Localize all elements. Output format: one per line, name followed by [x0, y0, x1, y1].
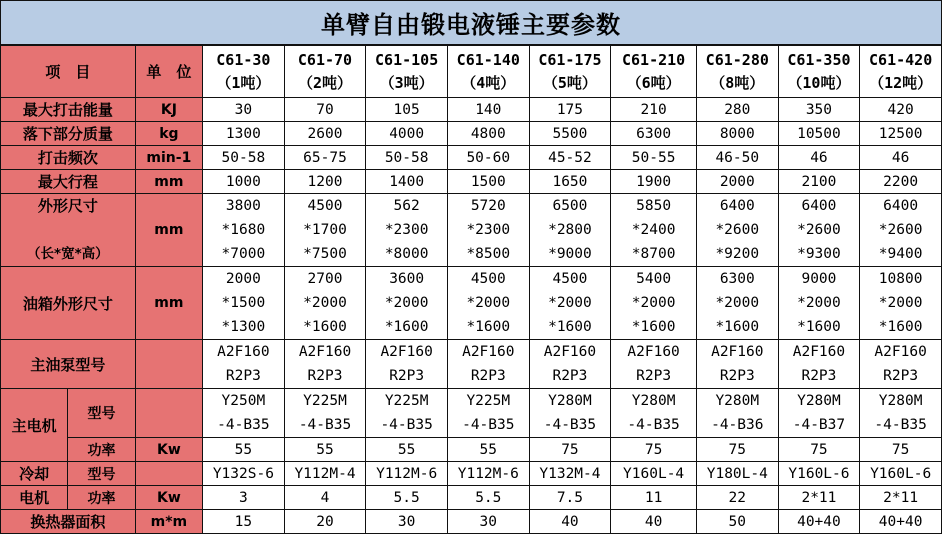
model-header-cell [447, 46, 529, 98]
heat-exchanger-area-value: 20 [284, 510, 366, 534]
outline-dims-line: *2600 [797, 222, 841, 238]
model-tonnage: （3吨） [379, 73, 434, 92]
main-motor-model-value [529, 389, 611, 438]
main-motor-model-value [284, 389, 366, 438]
model-name: C61-105 [375, 50, 439, 69]
tank-dims-line: *2000 [548, 295, 592, 311]
falling-mass-value: 1300 [203, 122, 285, 146]
main-pump-line: R2P3 [552, 368, 588, 384]
cooling-motor-model-value: Y180L-4 [696, 462, 778, 486]
main-pump-value [447, 340, 529, 389]
model-tonnage: （12吨） [869, 73, 933, 92]
main-motor-power-value: 75 [778, 438, 860, 462]
model-tonnage: （8吨） [710, 73, 765, 92]
cooling-motor-label-bottom: 电机 [1, 486, 68, 510]
max-stroke-value: 2200 [860, 170, 942, 194]
tank-dims-line: 6300 [719, 271, 755, 287]
tank-dims-line: *1600 [303, 319, 347, 335]
main-pump-line: A2F160 [792, 344, 846, 360]
falling-mass-value: 4800 [447, 122, 529, 146]
tank-dims-line: *2000 [631, 295, 676, 311]
main-pump-line: A2F160 [217, 344, 270, 360]
tank-dims-line: *1600 [797, 319, 841, 335]
main-pump-line: A2F160 [627, 344, 680, 360]
falling-mass-value: 6300 [611, 122, 697, 146]
cooling-motor-model-value: Y160L-6 [778, 462, 860, 486]
falling-mass-unit: kg [135, 122, 202, 146]
model-tonnage: （10吨） [787, 73, 851, 92]
cooling-motor-power-value: 7.5 [529, 486, 611, 510]
tank-dims-line: 2700 [307, 271, 343, 287]
model-header-cell [284, 46, 366, 98]
outline-dims-line: 3800 [225, 198, 261, 214]
tank-dims-line: *1600 [384, 319, 429, 335]
cooling-motor-model-value: Y132S-6 [203, 462, 285, 486]
outline-dims-line: 6500 [552, 198, 588, 214]
outline-dims-line: *7000 [221, 246, 266, 262]
model-header-cell [203, 46, 285, 98]
main-motor-model-label: 型号 [68, 389, 135, 438]
outline-dims-line: 5850 [636, 198, 672, 214]
max-stroke-value: 1650 [529, 170, 611, 194]
outline-dims-line: *2300 [384, 222, 429, 238]
main-pump-line: A2F160 [462, 344, 515, 360]
main-motor-model-line: Y225M [384, 393, 429, 409]
outline-dims-line: 6400 [883, 198, 919, 214]
outline-dims-line: *9400 [878, 246, 923, 262]
outline-dims-value [366, 194, 448, 267]
blow-frequency-label: 打击频次 [1, 146, 136, 170]
model-name: C61-420 [869, 50, 933, 69]
heat-exchanger-area-value: 30 [447, 510, 529, 534]
tank-dims-value [366, 267, 448, 340]
model-header-cell [529, 46, 611, 98]
main-motor-model-line: Y280M [631, 393, 676, 409]
main-motor-model-line: -4-B35 [462, 417, 515, 433]
outline-dims-line: *2800 [548, 222, 592, 238]
main-motor-power-value: 75 [860, 438, 942, 462]
model-tonnage: （4吨） [461, 73, 516, 92]
unit-header: 单 位 [135, 46, 202, 98]
main-motor-model-value [860, 389, 942, 438]
main-pump-line: R2P3 [801, 368, 837, 384]
max-energy-value: 30 [203, 98, 285, 122]
tank-dims-value [611, 267, 697, 340]
max-energy-row [1, 98, 942, 122]
tank-dims-line: *2000 [797, 295, 841, 311]
cooling-motor-power-value: 11 [611, 486, 697, 510]
cooling-motor-model-label: 型号 [68, 462, 135, 486]
cooling-motor-power-value: 2*11 [778, 486, 860, 510]
main-motor-model-line: Y280M [797, 393, 841, 409]
cooling-motor-model-value: Y112M-6 [366, 462, 448, 486]
cooling-motor-power-value: 5.5 [447, 486, 529, 510]
outline-dims-unit: mm [135, 194, 202, 267]
main-motor-model-unit [135, 389, 202, 438]
cooling-motor-power-value: 22 [696, 486, 778, 510]
main-pump-line: R2P3 [636, 368, 672, 384]
outline-dims-line: *9300 [797, 246, 841, 262]
main-motor-power-unit: Kw [135, 438, 202, 462]
outline-dims-line: 562 [393, 198, 420, 214]
model-header-cell [778, 46, 860, 98]
model-header-cell [860, 46, 942, 98]
main-motor-model-line: Y225M [303, 393, 347, 409]
blow-frequency-unit: min-1 [135, 146, 202, 170]
outline-dims-value [696, 194, 778, 267]
header-row [1, 46, 942, 98]
main-pump-line: R2P3 [225, 368, 261, 384]
main-pump-unit [135, 340, 202, 389]
main-motor-model-row [1, 389, 942, 438]
outline-dims-line: *9200 [715, 246, 760, 262]
cooling-motor-power-value: 4 [284, 486, 366, 510]
tank-dims-line: *1500 [221, 295, 266, 311]
cooling-motor-power-value: 3 [203, 486, 285, 510]
heat-exchanger-area-label: 换热器面积 [1, 510, 136, 534]
main-motor-model-value [778, 389, 860, 438]
max-energy-unit: KJ [135, 98, 202, 122]
max-stroke-unit: mm [135, 170, 202, 194]
tank-dims-line: 5400 [636, 271, 672, 287]
cooling-motor-model-row [1, 462, 942, 486]
outline-dims-value [447, 194, 529, 267]
outline-dims-label-gap [1, 218, 135, 242]
max-energy-value: 105 [366, 98, 448, 122]
main-motor-label: 主电机 [1, 389, 68, 462]
spec-table-body [1, 46, 942, 534]
cooling-motor-power-value: 2*11 [860, 486, 942, 510]
outline-dims-sublabel: （长*宽*高） [27, 246, 109, 262]
tank-dims-line: *1600 [631, 319, 676, 335]
outline-dims-line: *8700 [631, 246, 676, 262]
main-motor-power-value: 75 [529, 438, 611, 462]
main-pump-line: R2P3 [389, 368, 425, 384]
tank-dims-value [696, 267, 778, 340]
main-motor-power-value: 75 [611, 438, 697, 462]
max-stroke-value: 2000 [696, 170, 778, 194]
max-stroke-value: 1400 [366, 170, 448, 194]
outline-dims-value [284, 194, 366, 267]
tank-dims-unit: mm [135, 267, 202, 340]
tank-dims-line: *1300 [221, 319, 266, 335]
falling-mass-value: 8000 [696, 122, 778, 146]
heat-exchanger-area-value: 40+40 [778, 510, 860, 534]
tank-dims-line: *2000 [384, 295, 429, 311]
outline-dims-line: *1680 [221, 222, 266, 238]
model-tonnage: （2吨） [297, 73, 353, 92]
outline-dims-line: *7500 [303, 246, 347, 262]
tank-dims-line: 2000 [225, 271, 261, 287]
main-motor-model-line: Y250M [221, 393, 266, 409]
tank-dims-line: 4500 [552, 271, 588, 287]
main-motor-power-value: 55 [284, 438, 366, 462]
tank-dims-value [529, 267, 611, 340]
outline-dims-line: 4500 [307, 198, 343, 214]
outline-dims-line: 6400 [719, 198, 755, 214]
main-motor-power-label: 功率 [68, 438, 135, 462]
max-stroke-value: 2100 [778, 170, 860, 194]
main-motor-power-value: 55 [447, 438, 529, 462]
model-name: C61-350 [787, 50, 851, 69]
sheet-title: 单臂自由锻电液锤主要参数 [0, 0, 942, 45]
falling-mass-value: 4000 [366, 122, 448, 146]
outline-dims-line: *2600 [715, 222, 760, 238]
model-header-cell [611, 46, 697, 98]
main-motor-power-value: 55 [366, 438, 448, 462]
main-pump-value [284, 340, 366, 389]
outline-dims-value [611, 194, 697, 267]
tank-dims-line: 4500 [470, 271, 506, 287]
blow-frequency-row [1, 146, 942, 170]
main-pump-value [860, 340, 942, 389]
heat-exchanger-area-value: 50 [696, 510, 778, 534]
model-name: C61-30 [216, 50, 271, 69]
main-pump-value [529, 340, 611, 389]
outline-dims-line: *1700 [303, 222, 347, 238]
main-motor-model-value [203, 389, 285, 438]
main-motor-model-line: Y280M [548, 393, 592, 409]
model-name: C61-70 [297, 50, 353, 69]
tank-dims-line: *2000 [303, 295, 347, 311]
heat-exchanger-area-row [1, 510, 942, 534]
tank-dims-value [778, 267, 860, 340]
heat-exchanger-area-value: 15 [203, 510, 285, 534]
tank-dims-value [447, 267, 529, 340]
main-pump-line: A2F160 [380, 344, 433, 360]
model-name: C61-280 [705, 50, 769, 69]
heat-exchanger-area-value: 40+40 [860, 510, 942, 534]
tank-dims-line: 3600 [389, 271, 425, 287]
blow-frequency-value: 50-58 [203, 146, 285, 170]
main-motor-model-line: Y280M [715, 393, 760, 409]
blow-frequency-value: 45-52 [529, 146, 611, 170]
cooling-motor-power-row [1, 486, 942, 510]
main-motor-model-value [447, 389, 529, 438]
blow-frequency-value: 50-60 [447, 146, 529, 170]
max-energy-value: 210 [611, 98, 697, 122]
main-pump-line: A2F160 [874, 344, 927, 360]
outline-dims-value [860, 194, 942, 267]
main-pump-value [203, 340, 285, 389]
model-tonnage: （5吨） [542, 73, 597, 92]
tank-dims-line: *1600 [878, 319, 923, 335]
falling-mass-value: 12500 [860, 122, 942, 146]
max-stroke-value: 1000 [203, 170, 285, 194]
model-name: C61-210 [622, 50, 686, 69]
outline-dims-line: *9000 [548, 246, 592, 262]
max-stroke-value: 1500 [447, 170, 529, 194]
main-motor-model-line: -4-B35 [217, 417, 270, 433]
outline-dims-value [203, 194, 285, 267]
outline-dims-line: *2600 [878, 222, 923, 238]
outline-dims-line: 5720 [470, 198, 506, 214]
model-header-cell [366, 46, 448, 98]
main-pump-value [778, 340, 860, 389]
outline-dims-label [1, 194, 136, 267]
main-motor-model-line: -4-B36 [711, 417, 764, 433]
max-stroke-row [1, 170, 942, 194]
heat-exchanger-area-unit: m*m [135, 510, 202, 534]
outline-dims-line: 6400 [801, 198, 837, 214]
main-motor-model-line: -4-B37 [792, 417, 846, 433]
max-energy-value: 70 [284, 98, 366, 122]
outline-dims-row [1, 194, 942, 267]
main-pump-line: R2P3 [307, 368, 343, 384]
model-tonnage: （6吨） [626, 73, 681, 92]
tank-dims-line: *1600 [548, 319, 592, 335]
max-stroke-value: 1900 [611, 170, 697, 194]
main-pump-row [1, 340, 942, 389]
heat-exchanger-area-value: 40 [529, 510, 611, 534]
main-motor-model-line: Y225M [466, 393, 511, 409]
max-energy-label: 最大打击能量 [1, 98, 136, 122]
main-motor-power-row [1, 438, 942, 462]
tank-dims-line: 9000 [801, 271, 837, 287]
falling-mass-value: 10500 [778, 122, 860, 146]
cooling-motor-model-unit [135, 462, 202, 486]
cooling-motor-model-value: Y132M-4 [529, 462, 611, 486]
cooling-motor-power-value: 5.5 [366, 486, 448, 510]
main-pump-value [696, 340, 778, 389]
main-motor-model-line: -4-B35 [874, 417, 927, 433]
blow-frequency-value: 46 [860, 146, 942, 170]
max-energy-value: 350 [778, 98, 860, 122]
tank-dims-label: 油箱外形尺寸 [1, 267, 136, 340]
item-header: 项 目 [1, 46, 136, 98]
spec-table [0, 45, 942, 534]
outline-dims-value [529, 194, 611, 267]
main-pump-label: 主油泵型号 [1, 340, 136, 389]
heat-exchanger-area-value: 40 [611, 510, 697, 534]
main-motor-model-value [611, 389, 697, 438]
tank-dims-line: *1600 [466, 319, 511, 335]
cooling-motor-model-value: Y160L-4 [611, 462, 697, 486]
tank-dims-line: *2000 [466, 295, 511, 311]
main-motor-power-value: 55 [203, 438, 285, 462]
outline-dims-line: *2400 [631, 222, 676, 238]
cooling-motor-label-top: 冷却 [1, 462, 68, 486]
outline-dims-label-top: 外形尺寸 [37, 197, 98, 215]
cooling-motor-model-value: Y112M-6 [447, 462, 529, 486]
max-stroke-value: 1200 [284, 170, 366, 194]
tank-dims-line: 10800 [878, 271, 923, 287]
max-energy-value: 420 [860, 98, 942, 122]
max-energy-value: 280 [696, 98, 778, 122]
blow-frequency-value: 46 [778, 146, 860, 170]
heat-exchanger-area-value: 30 [366, 510, 448, 534]
main-motor-model-line: Y280M [878, 393, 923, 409]
model-tonnage: （1吨） [216, 73, 271, 92]
tank-dims-value [860, 267, 942, 340]
outline-dims-line: *8000 [384, 246, 429, 262]
main-pump-line: A2F160 [711, 344, 764, 360]
cooling-motor-power-label: 功率 [68, 486, 135, 510]
model-header-cell [696, 46, 778, 98]
main-motor-model-line: -4-B35 [543, 417, 597, 433]
falling-mass-value: 5500 [529, 122, 611, 146]
main-pump-line: A2F160 [298, 344, 352, 360]
max-energy-value: 140 [447, 98, 529, 122]
main-motor-power-value: 75 [696, 438, 778, 462]
main-pump-line: A2F160 [543, 344, 597, 360]
tank-dims-value [284, 267, 366, 340]
main-pump-line: R2P3 [470, 368, 506, 384]
blow-frequency-value: 46-50 [696, 146, 778, 170]
model-name: C61-140 [456, 50, 520, 69]
cooling-motor-model-value: Y112M-4 [284, 462, 366, 486]
main-pump-value [366, 340, 448, 389]
blow-frequency-value: 50-58 [366, 146, 448, 170]
main-motor-model-value [366, 389, 448, 438]
main-pump-line: R2P3 [719, 368, 755, 384]
max-energy-value: 175 [529, 98, 611, 122]
tank-dims-line: *2000 [878, 295, 923, 311]
main-pump-line: R2P3 [883, 368, 919, 384]
max-stroke-label: 最大行程 [1, 170, 136, 194]
falling-mass-label: 落下部分质量 [1, 122, 136, 146]
main-motor-model-line: -4-B35 [298, 417, 352, 433]
outline-dims-value [778, 194, 860, 267]
main-motor-model-value [696, 389, 778, 438]
blow-frequency-value: 65-75 [284, 146, 366, 170]
tank-dims-row [1, 267, 942, 340]
cooling-motor-model-value: Y160L-6 [860, 462, 942, 486]
outline-dims-line: *2300 [466, 222, 511, 238]
main-motor-model-line: -4-B35 [627, 417, 680, 433]
main-pump-value [611, 340, 697, 389]
model-name: C61-175 [538, 50, 602, 69]
main-motor-model-line: -4-B35 [380, 417, 433, 433]
blow-frequency-value: 50-55 [611, 146, 697, 170]
falling-mass-value: 2600 [284, 122, 366, 146]
falling-mass-row [1, 122, 942, 146]
tank-dims-line: *2000 [715, 295, 760, 311]
tank-dims-line: *1600 [715, 319, 760, 335]
outline-dims-line: *8500 [466, 246, 511, 262]
tank-dims-value [203, 267, 285, 340]
cooling-motor-power-unit: Kw [135, 486, 202, 510]
